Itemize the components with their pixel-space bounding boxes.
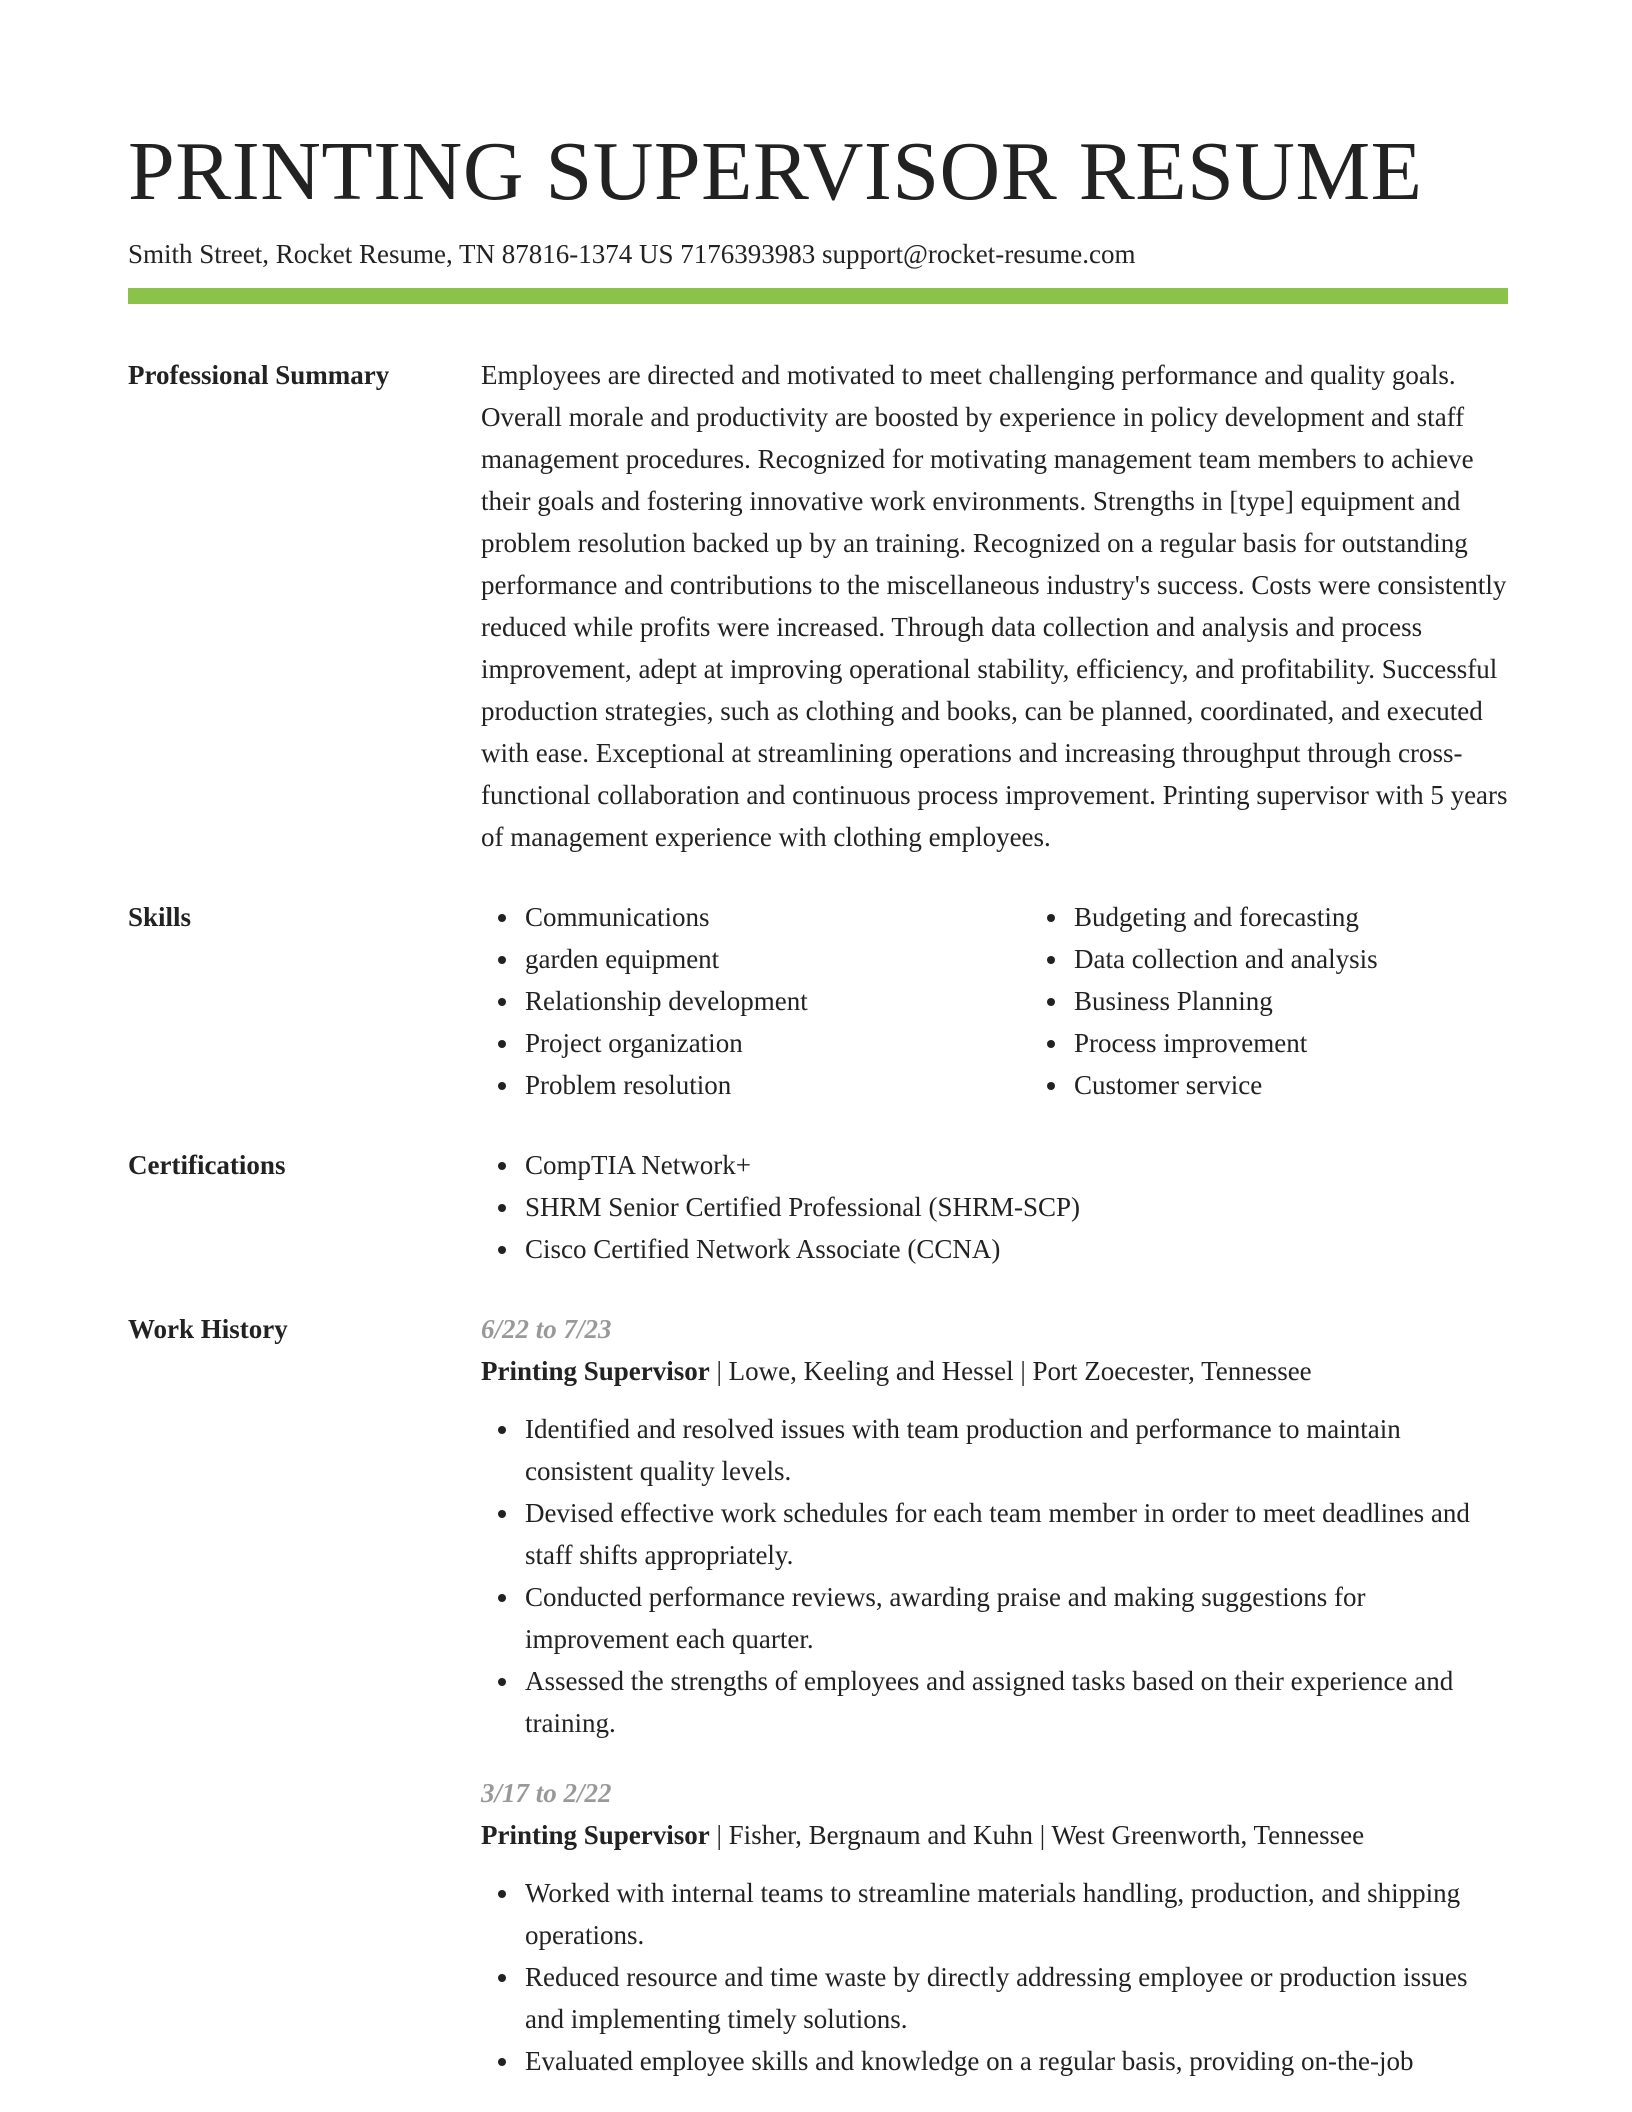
work-history-section [128,1308,1508,2082]
job-bullet: Reduced resource and time waste by directly addressing employee or production issues and implementing timely solutions. [525,1956,1508,2040]
job-heading [481,1350,1508,1392]
skills-list-right [1030,896,1579,1106]
job-dates: 6/22 to 7/23 [481,1314,612,1344]
job-bullets [481,1408,1508,1744]
certification-item: SHRM Senior Certified Professional (SHRM-SCP) [525,1186,1508,1228]
skill-item: Data collection and analysis [1074,938,1579,980]
skill-item: Project organization [525,1022,1030,1064]
skill-item: Budgeting and forecasting [1074,896,1579,938]
job-details: | Fisher, Bergnaum and Kuhn | West Greenworth, Tennessee [709,1820,1365,1850]
certifications-section [128,1144,1508,1270]
summary-text: Employees are directed and motivated to meet challenging performance and quality goals. Overall morale and productivity are boosted by experience in policy development and staff management procedures. Recognized for motivating management team members to achieve their goals and fostering innovative work environments. Strengths in [type] equipment and problem resolution backed up by an training. Recognized on a regular basis for outstanding performance and contributions to the miscellaneous industry's success. Costs were consistently reduced while profits were increased. Through data collection and analysis and process improvement, adept at improving operational stability, efficiency, and profitability. Successful production strategies, such as clothing and books, can be planned, coordinated, and executed with ease. Exceptional at streamlining operations and increasing throughput through cross-functional collaboration and continuous process improvement. Printing supervisor with 5 years of management experience with clothing employees. [481,360,1508,852]
skill-item: Process improvement [1074,1022,1579,1064]
skill-item: Customer service [1074,1064,1579,1106]
job-dates: 3/17 to 2/22 [481,1778,612,1808]
section-label: Certifications [128,1150,286,1180]
job-bullets [481,1872,1508,2082]
resume-page [128,118,1508,2082]
job-title: Printing Supervisor [481,1356,710,1386]
skills-list-left [481,896,1030,1106]
certifications-list [481,1144,1508,1270]
page-title: PRINTING SUPERVISOR RESUME [128,125,1423,218]
section-label: Work History [128,1314,288,1344]
job-bullet: Identified and resolved issues with team production and performance to maintain consistent quality levels. [525,1408,1508,1492]
job-entry [481,1308,1508,1744]
job-bullet: Devised effective work schedules for each team member in order to meet deadlines and staff shifts appropriately. [525,1492,1508,1576]
job-bullet: Evaluated employee skills and knowledge on a regular basis, providing on-the-job [525,2040,1508,2082]
certification-item: Cisco Certified Network Associate (CCNA) [525,1228,1508,1270]
job-details: | Lowe, Keeling and Hessel | Port Zoecester, Tennessee [709,1356,1312,1386]
professional-summary-section [128,354,1508,858]
contact-line: Smith Street, Rocket Resume, TN 87816-1374 US 7176393983 support@rocket-resume.com [128,239,1136,269]
certification-item: CompTIA Network+ [525,1144,1508,1186]
skill-item: Business Planning [1074,980,1579,1022]
skill-item: Problem resolution [525,1064,1030,1106]
section-label: Professional Summary [128,360,390,390]
job-entry [481,1772,1508,2082]
job-title: Printing Supervisor [481,1820,710,1850]
job-bullet: Worked with internal teams to streamline materials handling, production, and shipping operations. [525,1872,1508,1956]
skill-item: Communications [525,896,1030,938]
job-bullet: Assessed the strengths of employees and assigned tasks based on their experience and training. [525,1660,1508,1744]
job-heading [481,1814,1508,1856]
header-divider [128,288,1508,304]
job-bullet: Conducted performance reviews, awarding praise and making suggestions for improvement each quarter. [525,1576,1508,1660]
section-label: Skills [128,902,192,932]
skill-item: Relationship development [525,980,1030,1022]
skills-section [128,896,1508,1106]
skill-item: garden equipment [525,938,1030,980]
